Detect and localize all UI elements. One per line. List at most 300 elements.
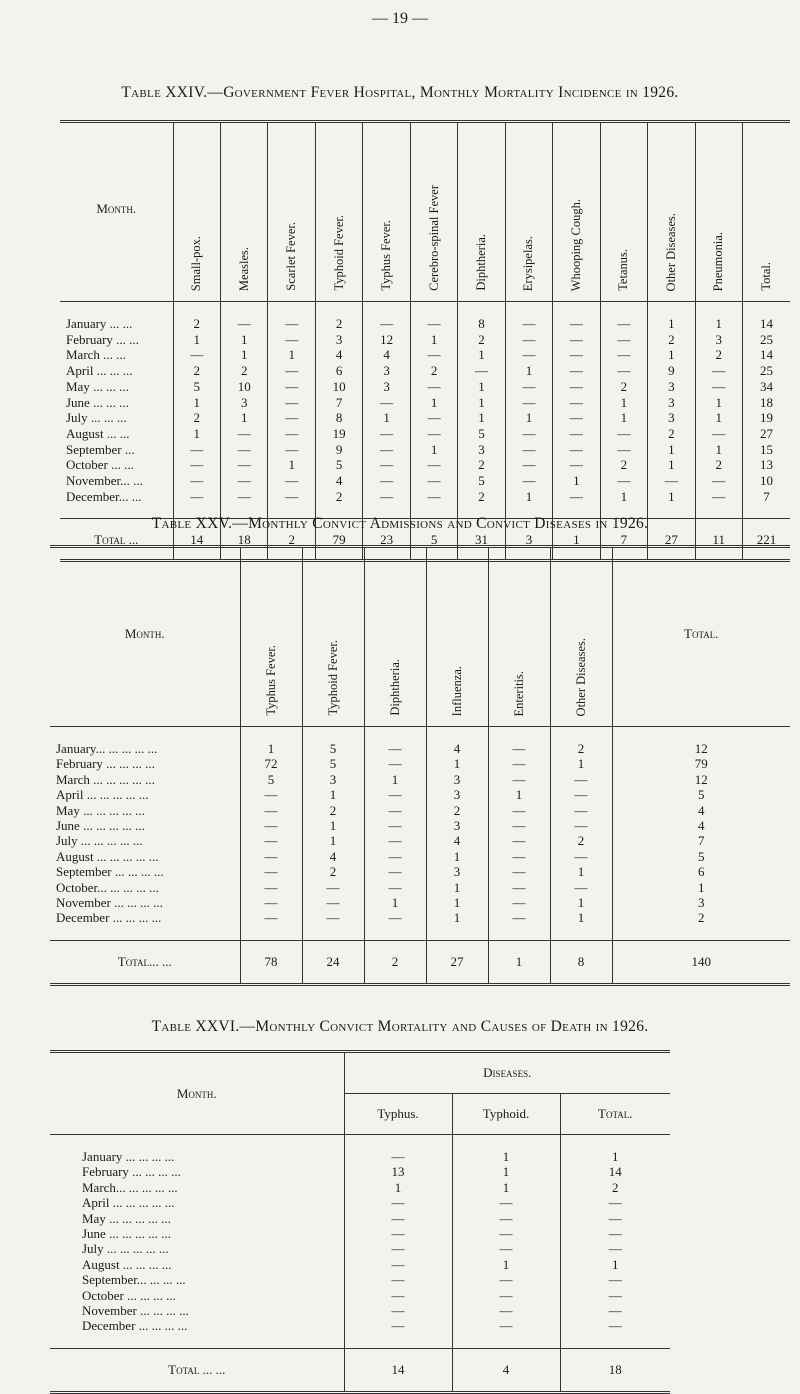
month-cell: February ... ... xyxy=(66,331,139,347)
value-cell: 1 xyxy=(648,489,695,505)
value-cell: — xyxy=(363,426,410,442)
total-cell: 5 xyxy=(410,519,457,561)
table-row xyxy=(50,1164,670,1179)
value-cell: 9 xyxy=(648,363,695,379)
value-cell: — xyxy=(221,426,268,442)
value-cell: 3 xyxy=(648,395,695,411)
value-cell: 3 xyxy=(426,772,488,787)
value-cell: — xyxy=(173,442,220,458)
value-cell: — xyxy=(240,833,302,848)
value-cell: 1 xyxy=(648,347,695,363)
value-cell: 2 xyxy=(315,316,362,332)
value-cell: 1 xyxy=(364,895,426,910)
value-cell: 1 xyxy=(695,395,742,411)
table-24-column-header xyxy=(695,122,742,302)
table-row xyxy=(50,895,790,910)
month-cell: July ... ... ... ... ... xyxy=(82,1241,169,1257)
table-row xyxy=(50,910,790,925)
value-cell: 1 xyxy=(452,1164,560,1179)
row-total-cell: 4 xyxy=(612,803,790,818)
month-cell: February ... ... ... ... xyxy=(56,756,155,772)
value-cell: — xyxy=(560,1241,670,1256)
grand-total-cell: 140 xyxy=(612,940,790,984)
total-cell: 14 xyxy=(173,519,220,561)
value-cell: — xyxy=(488,756,550,771)
row-total-cell: 4 xyxy=(612,818,790,833)
table-25-column-label: Influenza. xyxy=(449,665,464,716)
value-cell: 3 xyxy=(363,379,410,395)
total-cell: 23 xyxy=(363,519,410,561)
value-cell: — xyxy=(452,1226,560,1241)
value-cell: — xyxy=(488,772,550,787)
value-cell: — xyxy=(344,1288,452,1303)
table-25-column-header xyxy=(426,547,488,727)
value-cell: — xyxy=(600,426,647,442)
value-cell: 1 xyxy=(221,332,268,348)
value-cell: — xyxy=(344,1149,452,1164)
table-row xyxy=(50,1211,670,1226)
value-cell: — xyxy=(268,410,315,426)
value-cell: 1 xyxy=(426,756,488,771)
table-24-column-label: Tetanus. xyxy=(616,249,631,291)
value-cell: — xyxy=(221,473,268,489)
value-cell: 1 xyxy=(410,332,457,348)
value-cell: 1 xyxy=(560,1149,670,1164)
month-cell: April ... ... ... xyxy=(66,363,133,379)
month-cell: May ... ... ... xyxy=(66,378,129,394)
value-cell: — xyxy=(550,818,612,833)
table-25-title-prefix: Table XXV. xyxy=(151,515,233,532)
value-cell: 14 xyxy=(560,1164,670,1179)
month-cell: January ... ... xyxy=(66,316,133,331)
table-row xyxy=(50,1241,670,1256)
value-cell: — xyxy=(240,787,302,802)
value-cell: 2 xyxy=(315,489,362,505)
table-26-column-header: Typhus. xyxy=(344,1094,452,1135)
month-cell: October ... ... xyxy=(66,457,134,473)
table-25-column-label: Diphtheria. xyxy=(387,659,402,716)
value-cell: — xyxy=(550,772,612,787)
value-cell: 14 xyxy=(743,347,790,363)
total-cell: 11 xyxy=(695,519,742,561)
value-cell: — xyxy=(221,442,268,458)
table-25-month-header: Month. xyxy=(124,626,165,641)
value-cell: — xyxy=(488,849,550,864)
value-cell: 18 xyxy=(743,395,790,411)
value-cell: 2 xyxy=(458,332,505,348)
value-cell: — xyxy=(268,489,315,505)
month-cell: November ... ... ... ... xyxy=(56,895,163,911)
month-cell: December ... ... ... ... xyxy=(56,910,162,926)
value-cell: — xyxy=(553,363,600,379)
month-cell: March ... ... ... ... ... xyxy=(56,771,155,787)
row-total-cell: 5 xyxy=(612,849,790,864)
value-cell: — xyxy=(553,442,600,458)
value-cell: 1 xyxy=(458,395,505,411)
month-cell: January ... ... ... ... xyxy=(82,1149,175,1164)
value-cell: 2 xyxy=(302,803,364,818)
value-cell: 1 xyxy=(302,787,364,802)
table-row xyxy=(60,395,790,411)
value-cell: 1 xyxy=(648,316,695,332)
value-cell: — xyxy=(410,457,457,473)
value-cell: 2 xyxy=(600,457,647,473)
table-row xyxy=(50,1257,670,1272)
value-cell: 4 xyxy=(315,473,362,489)
value-cell: 1 xyxy=(452,1149,560,1164)
value-cell: — xyxy=(344,1195,452,1210)
row-total-cell: 7 xyxy=(612,833,790,848)
value-cell: 1 xyxy=(550,864,612,879)
value-cell: 13 xyxy=(344,1164,452,1179)
table-24-column-header xyxy=(648,122,695,302)
value-cell: 5 xyxy=(240,772,302,787)
value-cell: 1 xyxy=(553,473,600,489)
value-cell: 19 xyxy=(743,410,790,426)
table-25-column-label: Typhoid Fever. xyxy=(325,640,340,716)
value-cell: — xyxy=(364,787,426,802)
table-row xyxy=(50,1272,670,1287)
table-row xyxy=(50,880,790,895)
value-cell: 19 xyxy=(315,426,362,442)
value-cell: — xyxy=(344,1241,452,1256)
month-cell: June ... ... ... xyxy=(66,394,129,410)
month-cell: May ... ... ... ... ... xyxy=(82,1210,171,1226)
table-24-column-header xyxy=(173,122,220,302)
value-cell: — xyxy=(268,442,315,458)
table-24-column-label: Typhus Fever. xyxy=(379,220,394,291)
value-cell: 1 xyxy=(505,363,552,379)
value-cell: — xyxy=(488,910,550,925)
value-cell: 3 xyxy=(302,772,364,787)
value-cell: 25 xyxy=(743,363,790,379)
value-cell: 4 xyxy=(426,833,488,848)
value-cell: 1 xyxy=(505,489,552,505)
table-row xyxy=(60,363,790,379)
value-cell: — xyxy=(452,1211,560,1226)
value-cell: 2 xyxy=(458,457,505,473)
table-25-column-header xyxy=(364,547,426,727)
table-row xyxy=(60,489,790,505)
value-cell: 1 xyxy=(505,410,552,426)
month-cell: September... ... ... ... xyxy=(82,1272,186,1288)
table-25-body xyxy=(50,727,790,985)
value-cell: 1 xyxy=(600,489,647,505)
value-cell: — xyxy=(550,787,612,802)
total-row xyxy=(50,940,790,984)
value-cell: — xyxy=(600,473,647,489)
month-cell: September ... ... ... ... xyxy=(56,864,164,880)
value-cell: 1 xyxy=(173,426,220,442)
table-row xyxy=(60,442,790,458)
value-cell: — xyxy=(410,426,457,442)
value-cell: 1 xyxy=(268,457,315,473)
table-25-title-text: —Monthly Convict Admissions and Convict Diseases in 1926. xyxy=(232,515,649,532)
table-24-column-label: Cerebro-spinal Fever xyxy=(426,185,441,291)
value-cell: — xyxy=(302,895,364,910)
total-cell: 221 xyxy=(743,519,790,561)
table-24-column-header xyxy=(743,122,790,302)
value-cell: — xyxy=(600,316,647,332)
value-cell: 1 xyxy=(221,410,268,426)
value-cell: 2 xyxy=(648,332,695,348)
value-cell: — xyxy=(302,910,364,925)
table-24-header-row xyxy=(60,122,790,302)
table-25-title xyxy=(0,515,800,533)
value-cell: — xyxy=(695,379,742,395)
value-cell: — xyxy=(488,833,550,848)
value-cell: 1 xyxy=(240,741,302,756)
value-cell: 2 xyxy=(560,1180,670,1195)
value-cell: 34 xyxy=(743,379,790,395)
table-row xyxy=(50,772,790,787)
month-cell: March... ... ... ... ... xyxy=(82,1179,178,1195)
value-cell: — xyxy=(410,410,457,426)
month-cell: July ... ... ... xyxy=(66,410,127,426)
table-24-column-label: Diphtheria. xyxy=(474,234,489,291)
value-cell: — xyxy=(458,363,505,379)
table-26-column-header: Typhoid. xyxy=(452,1094,560,1135)
table-24-column-label: Scarlet Fever. xyxy=(284,222,299,291)
value-cell: 2 xyxy=(221,363,268,379)
value-cell: 1 xyxy=(600,395,647,411)
total-cell: 18 xyxy=(560,1348,670,1392)
value-cell: — xyxy=(268,332,315,348)
table-row xyxy=(50,1226,670,1241)
value-cell: — xyxy=(452,1303,560,1318)
table-24-title xyxy=(0,84,800,102)
value-cell: 1 xyxy=(302,818,364,833)
table-row xyxy=(50,756,790,771)
value-cell: — xyxy=(363,442,410,458)
value-cell: 1 xyxy=(452,1257,560,1272)
value-cell: 1 xyxy=(550,895,612,910)
value-cell: 1 xyxy=(452,1180,560,1195)
total-cell: 1 xyxy=(553,519,600,561)
total-cell: 2 xyxy=(364,940,426,984)
value-cell: — xyxy=(505,442,552,458)
value-cell: — xyxy=(553,410,600,426)
value-cell: — xyxy=(600,442,647,458)
total-cell: 79 xyxy=(315,519,362,561)
table-row xyxy=(50,849,790,864)
value-cell: — xyxy=(505,395,552,411)
value-cell: — xyxy=(364,818,426,833)
value-cell: 1 xyxy=(173,332,220,348)
table-25-header-row xyxy=(50,547,790,727)
value-cell: — xyxy=(560,1303,670,1318)
value-cell: 3 xyxy=(458,442,505,458)
month-cell: February ... ... ... ... xyxy=(82,1164,181,1180)
value-cell: — xyxy=(505,426,552,442)
total-cell: 24 xyxy=(302,940,364,984)
value-cell: 1 xyxy=(302,833,364,848)
table-25-column-header xyxy=(550,547,612,727)
value-cell: 1 xyxy=(426,895,488,910)
table-24-column-header xyxy=(315,122,362,302)
month-cell: August ... ... xyxy=(66,425,130,441)
value-cell: 3 xyxy=(426,818,488,833)
value-cell: 1 xyxy=(695,442,742,458)
value-cell: — xyxy=(488,818,550,833)
value-cell: 15 xyxy=(743,442,790,458)
value-cell: — xyxy=(173,457,220,473)
total-cell: 31 xyxy=(458,519,505,561)
value-cell: — xyxy=(560,1226,670,1241)
value-cell: 27 xyxy=(743,426,790,442)
value-cell: — xyxy=(553,379,600,395)
value-cell: 2 xyxy=(426,803,488,818)
table-row xyxy=(60,332,790,348)
value-cell: 72 xyxy=(240,756,302,771)
table-24-column-label: Pneumonia. xyxy=(711,231,726,291)
value-cell: — xyxy=(488,803,550,818)
value-cell: — xyxy=(488,864,550,879)
table-26-title-prefix: Table XXVI. xyxy=(151,1018,240,1035)
value-cell: 1 xyxy=(268,347,315,363)
row-total-cell: 2 xyxy=(612,910,790,925)
value-cell: 5 xyxy=(315,457,362,473)
value-cell: 14 xyxy=(743,316,790,332)
value-cell: — xyxy=(240,895,302,910)
month-cell: August ... ... ... ... xyxy=(82,1256,172,1272)
value-cell: — xyxy=(364,803,426,818)
row-total-cell: 12 xyxy=(612,772,790,787)
table-24-column-header xyxy=(221,122,268,302)
value-cell: 3 xyxy=(695,332,742,348)
value-cell: 1 xyxy=(410,442,457,458)
value-cell: 2 xyxy=(173,316,220,332)
value-cell: — xyxy=(560,1318,670,1333)
value-cell: 3 xyxy=(426,787,488,802)
total-cell: 78 xyxy=(240,940,302,984)
total-cell: 2 xyxy=(268,519,315,561)
value-cell: — xyxy=(553,332,600,348)
value-cell: 8 xyxy=(458,316,505,332)
value-cell: — xyxy=(553,489,600,505)
value-cell: — xyxy=(505,316,552,332)
month-cell: December ... ... ... ... xyxy=(82,1318,188,1334)
table-row xyxy=(60,347,790,363)
table-row xyxy=(50,787,790,802)
value-cell: — xyxy=(553,426,600,442)
total-label: Total ... xyxy=(60,519,173,561)
month-cell: June ... ... ... ... ... xyxy=(56,818,145,834)
value-cell: — xyxy=(344,1257,452,1272)
value-cell: 1 xyxy=(695,316,742,332)
value-cell: 1 xyxy=(648,457,695,473)
value-cell: 1 xyxy=(173,395,220,411)
table-row xyxy=(50,833,790,848)
value-cell: — xyxy=(364,833,426,848)
table-25-column-header xyxy=(302,547,364,727)
table-25-column-label: Other Diseases. xyxy=(573,637,588,716)
total-row xyxy=(50,1348,670,1392)
value-cell: 1 xyxy=(344,1180,452,1195)
table-24-column-header xyxy=(553,122,600,302)
value-cell: 2 xyxy=(550,833,612,848)
value-cell: — xyxy=(452,1288,560,1303)
value-cell: — xyxy=(240,910,302,925)
value-cell: — xyxy=(553,395,600,411)
value-cell: 3 xyxy=(221,395,268,411)
total-cell: 8 xyxy=(550,940,612,984)
table-24 xyxy=(60,120,790,562)
table-row xyxy=(50,1195,670,1210)
value-cell: — xyxy=(505,332,552,348)
row-total-cell: 6 xyxy=(612,864,790,879)
value-cell: — xyxy=(452,1272,560,1287)
month-cell: July ... ... ... ... ... xyxy=(56,833,143,849)
value-cell: — xyxy=(344,1272,452,1287)
month-cell: December... ... xyxy=(66,488,142,504)
value-cell: — xyxy=(695,426,742,442)
value-cell: — xyxy=(363,457,410,473)
value-cell: 1 xyxy=(458,410,505,426)
value-cell: 5 xyxy=(458,473,505,489)
total-cell: 7 xyxy=(600,519,647,561)
value-cell: 10 xyxy=(315,379,362,395)
value-cell: — xyxy=(344,1226,452,1241)
value-cell: — xyxy=(553,347,600,363)
value-cell: — xyxy=(550,880,612,895)
month-cell: August ... ... ... ... ... xyxy=(56,848,159,864)
table-24-column-label: Typhoid Fever. xyxy=(331,215,346,291)
value-cell: 1 xyxy=(221,347,268,363)
value-cell: 4 xyxy=(426,741,488,756)
value-cell: — xyxy=(363,316,410,332)
value-cell: 10 xyxy=(743,473,790,489)
month-cell: November ... ... ... ... xyxy=(82,1303,189,1319)
value-cell: — xyxy=(364,864,426,879)
total-cell: 14 xyxy=(344,1348,452,1392)
row-total-cell: 1 xyxy=(612,880,790,895)
value-cell: 2 xyxy=(600,379,647,395)
value-cell: — xyxy=(560,1288,670,1303)
month-cell: March ... ... xyxy=(66,347,126,363)
value-cell: 1 xyxy=(426,880,488,895)
value-cell: 1 xyxy=(648,442,695,458)
value-cell: 4 xyxy=(302,849,364,864)
value-cell: 1 xyxy=(364,772,426,787)
table-26 xyxy=(50,1050,670,1394)
table-row xyxy=(50,1303,670,1318)
table-24-month-header: Month. xyxy=(96,201,137,216)
value-cell: — xyxy=(268,363,315,379)
value-cell: — xyxy=(240,849,302,864)
month-cell: January... ... ... ... ... xyxy=(56,741,158,756)
value-cell: 1 xyxy=(488,787,550,802)
value-cell: 2 xyxy=(173,410,220,426)
value-cell: — xyxy=(240,803,302,818)
value-cell: 5 xyxy=(302,756,364,771)
table-row xyxy=(60,410,790,426)
value-cell: — xyxy=(452,1318,560,1333)
total-cell: 3 xyxy=(505,519,552,561)
month-cell: May ... ... ... ... ... xyxy=(56,802,145,818)
value-cell: 4 xyxy=(363,347,410,363)
table-26-header-row-1 xyxy=(50,1052,670,1094)
value-cell: — xyxy=(302,880,364,895)
value-cell: 5 xyxy=(458,426,505,442)
month-cell: October ... ... ... ... xyxy=(82,1287,176,1303)
value-cell: — xyxy=(505,379,552,395)
month-cell: April ... ... ... ... ... xyxy=(56,787,149,803)
value-cell: — xyxy=(648,473,695,489)
value-cell: — xyxy=(410,347,457,363)
table-row xyxy=(60,379,790,395)
table-row xyxy=(50,1288,670,1303)
